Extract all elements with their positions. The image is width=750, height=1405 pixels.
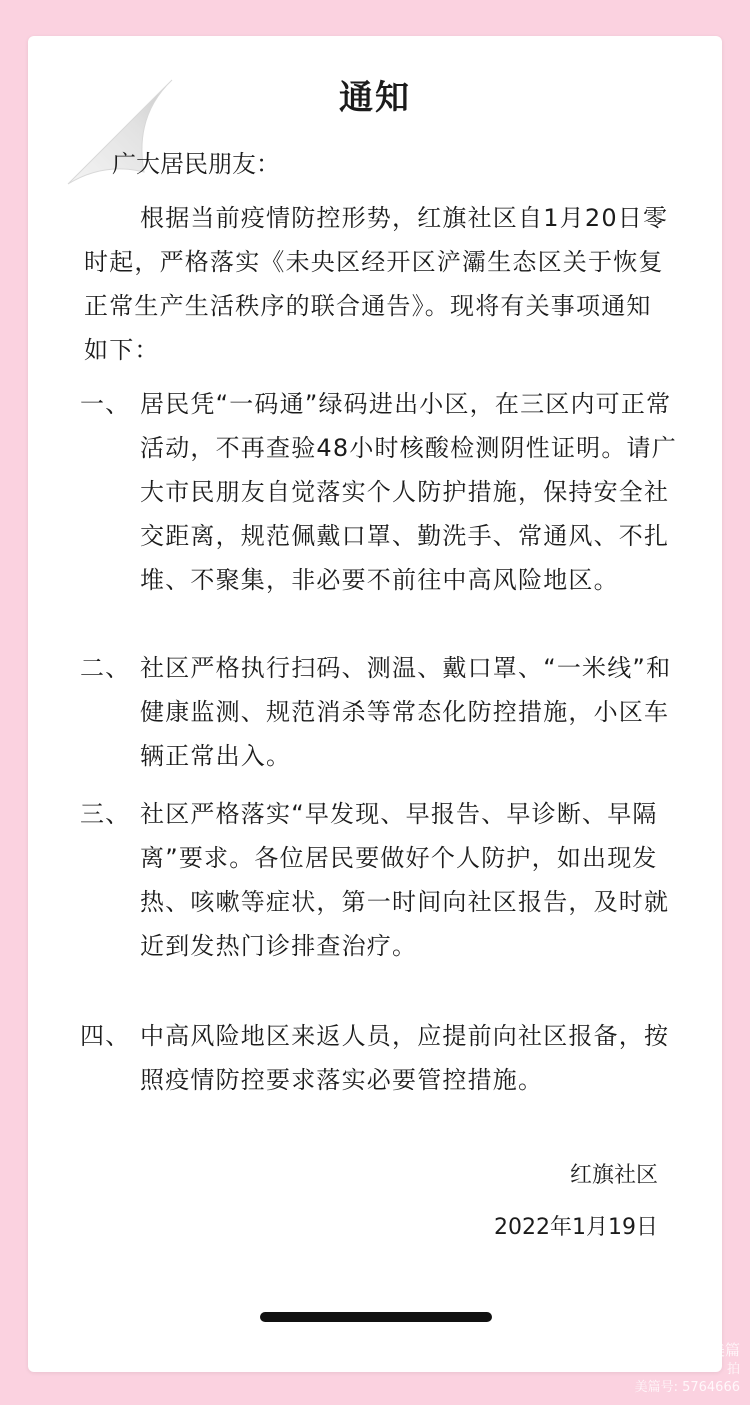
signature-date: 2022年1月19日: [494, 1215, 658, 1240]
watermark: [635, 1341, 740, 1397]
signature-org: 红旗社区: [569, 1163, 658, 1188]
watermark-line: 拍: [726, 1362, 740, 1377]
item-text: 中高风险地区来返人员，应提前向社区报备，按照疫情防控要求落实必要管控措施。: [140, 1022, 670, 1094]
item-number: 二、: [80, 654, 131, 682]
item-number: 四、: [80, 1022, 131, 1050]
item-number: 三、: [80, 800, 131, 828]
page-title: 通知: [339, 78, 411, 118]
item-text: 居民凭“一码通”绿码进出小区，在三区内可正常活动，不再查验48小时核酸检测阴性证明。请广大市民朋友自觉落实个人防护措施，保持安全社交距离，规范佩戴口罩、勤洗手、常通风、不扎堆、不聚集，非必要不前往中高风险地区。: [140, 390, 677, 594]
item-text: 社区严格执行扫码、测温、戴口罩、“一米线”和健康监测、规范消杀等常态化防控措施，小区车辆正常出入。: [140, 654, 672, 770]
watermark-id: 美篇号: 5764666: [634, 1380, 740, 1395]
greeting: 广大居民朋友：: [112, 150, 280, 178]
notice-card: [28, 36, 722, 1372]
intro-paragraph: 根据当前疫情防控形势，红旗社区自1月20日零时起，严格落实《未央区经开区浐灞生态区关于恢复正常生产生活秩序的联合通告》。现将有关事项通知如下：: [84, 204, 669, 364]
home-indicator-bar[interactable]: [260, 1312, 492, 1322]
item-number: 一、: [80, 390, 131, 418]
watermark-logo: 美篇: [709, 1341, 740, 1359]
item-text: 社区严格落实“早发现、早报告、早诊断、早隔离”要求。各位居民要做好个人防护，如出现发热、咳嗽等症状，第一时间向社区报告，及时就近到发热门诊排查治疗。: [140, 800, 670, 960]
